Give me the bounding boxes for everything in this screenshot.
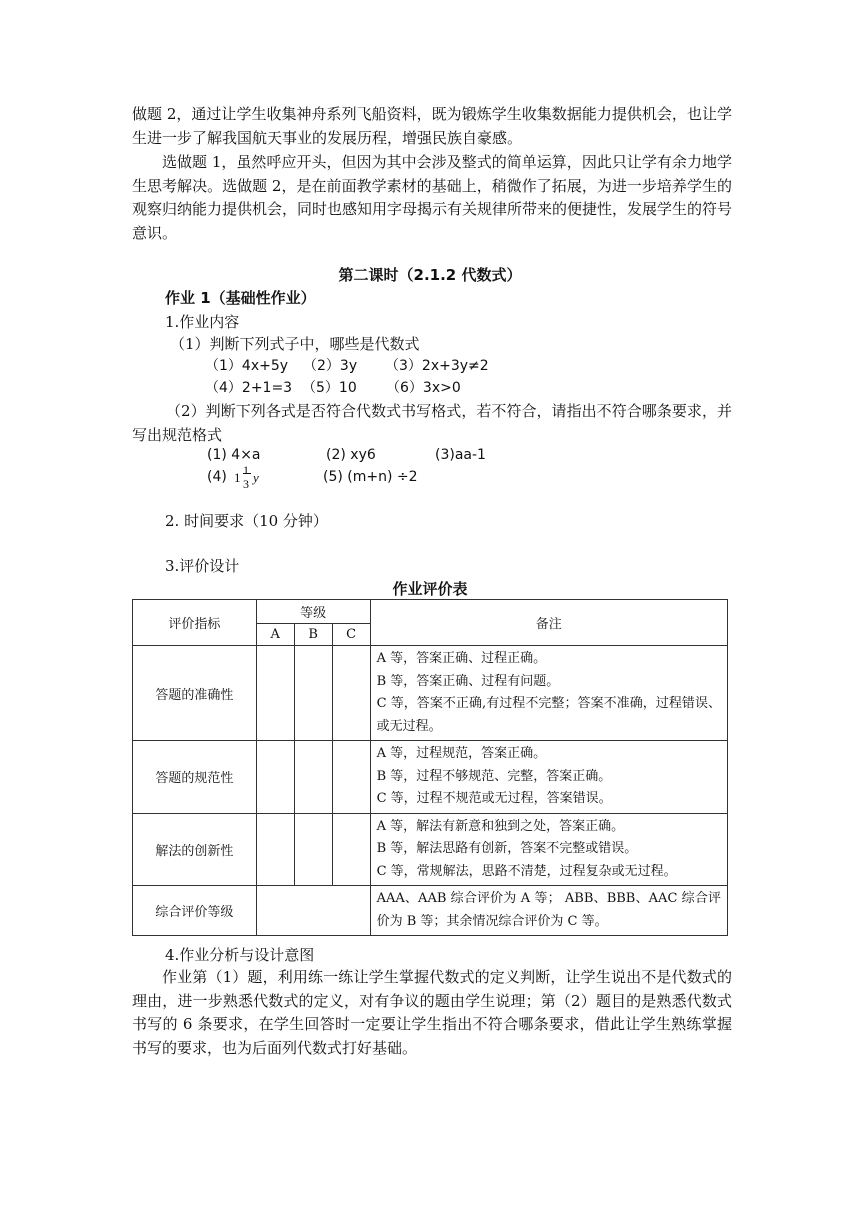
row-note (370, 741, 727, 814)
table-row (133, 741, 728, 814)
lesson-title: 第二课时（2.1.2 代数式） (338, 266, 522, 284)
header-indicator: 评价指标 (133, 600, 257, 646)
level-a-cell (256, 741, 294, 814)
note-line: C 等，过程不规范或无过程，答案错误。 (376, 791, 612, 806)
row-note: AAA、AAB 综合评价为 A 等； ABB、BBB、AAC 综合评价为 B 等；其余情况综合评价为 C 等。 (370, 886, 727, 936)
level-b-cell (294, 741, 332, 814)
header-note: 备注 (370, 600, 727, 646)
fraction-whole: 1 (234, 470, 241, 485)
q2-item-4-mixed-fraction (234, 460, 264, 491)
header-level-a: A (256, 624, 294, 646)
q2-prompt: （2）判断下列各式是否符合代数式书写格式，若不符合，请指出不符合哪条要求，并写出规范格式 (132, 402, 732, 444)
section1-heading: 1.作业内容 (165, 313, 240, 331)
level-c-cell (332, 646, 370, 741)
q1-prompt: （1）判断下列式子中，哪些是代数式 (170, 335, 420, 353)
note-line: B 等，解法思路有创新，答案不完整或错误。 (376, 841, 638, 856)
fraction-denominator: 3 (243, 477, 249, 491)
q2-item-1: (1) 4×a (207, 447, 261, 463)
note-line: C 等，常规解法，思路不清楚，过程复杂或无过程。 (376, 863, 677, 879)
section3-heading: 3.评价设计 (165, 557, 240, 575)
section4-heading: 4.作业分析与设计意图 (165, 946, 315, 964)
note-line: A 等，过程规范，答案正确。 (376, 746, 547, 761)
intro-paragraph-1: 做题 2，通过让学生收集神舟系列飞船资料，既为锻炼学生收集数据能力提供机会，也让学生进一步了解我国航天事业的发展历程，增强民族自豪感。 (132, 105, 732, 147)
row-note (370, 813, 727, 886)
level-b-cell (294, 646, 332, 741)
homework-title: 作业 1（基础性作业） (165, 289, 316, 307)
q2-item-5: (5) (m+n) ÷2 (323, 469, 418, 485)
note-line: A 等，答案正确、过程正确。 (376, 651, 547, 666)
level-a-cell (256, 813, 294, 886)
note-line: B 等，过程不够规范、完整，答案正确。 (376, 768, 612, 784)
q1-item-1: （1）4x+5y (205, 358, 289, 374)
table-row (133, 646, 728, 741)
q1-item-2: （2）3y (303, 358, 358, 374)
level-b-cell (294, 813, 332, 886)
q1-item-4: （4）2+1=3 (205, 380, 293, 396)
q1-item-6: （6）3x>0 (386, 380, 461, 396)
section2-heading: 2. 时间要求（10 分钟） (165, 512, 328, 530)
level-merged-cell (256, 886, 370, 936)
header-level: 等级 (256, 600, 370, 624)
level-c-cell (332, 813, 370, 886)
header-level-c: C (332, 624, 370, 646)
row-note (370, 646, 727, 741)
table-row (133, 813, 728, 886)
row-indicator: 答题的准确性 (133, 646, 257, 741)
evaluation-table (132, 599, 728, 936)
table-header-row (133, 600, 728, 624)
row-indicator: 解法的创新性 (133, 813, 257, 886)
header-level-b: B (294, 624, 332, 646)
intro-paragraph-2: 选做题 1，虽然呼应开头，但因为其中会涉及整式的简单运算，因此只让学有余力地学生思考解决。选做题 2，是在前面教学素材的基础上，稍微作了拓展，为进一步培养学生的观察归纳能力提供机会，同时也感知用字母揭示有关规律所带来的便捷性，发展学生的符号意识。 (132, 153, 733, 242)
note-line: C 等，答案不正确,有过程不完整；答案不准确，过程错误、或无过程。 (376, 696, 721, 734)
q2-item-3: (3)aa-1 (435, 447, 486, 463)
analysis-paragraph: 作业第（1）题，利用练一练让学生掌握代数式的定义判断，让学生说出不是代数式的理由，进一步熟悉代数式的定义，对有争议的题由学生说理；第（2）题目的是熟悉代数式书写的 6 条要求，在学生回答时一定要让学生指出不符合哪条要求，借此让学生熟练掌握书写的要求，也为后面列代数式打好基础。 (132, 968, 732, 1057)
level-a-cell (256, 646, 294, 741)
level-c-cell (332, 741, 370, 814)
row-indicator: 答题的规范性 (133, 741, 257, 814)
fraction-numerator: 1 (243, 463, 249, 477)
q1-item-5: （5）10 (302, 380, 357, 396)
table-row (133, 886, 728, 936)
table-caption: 作业评价表 (392, 580, 468, 598)
row-indicator: 综合评价等级 (133, 886, 257, 936)
q2-item-2: (2) xy6 (326, 447, 376, 463)
q1-item-3: （3）2x+3y≠2 (385, 358, 489, 374)
note-line: A 等，解法有新意和独到之处，答案正确。 (376, 818, 625, 834)
note-line: B 等，答案正确、过程有问题。 (376, 673, 560, 689)
q2-item-4-label: (4) (207, 469, 227, 485)
fraction-variable: y (253, 470, 259, 485)
